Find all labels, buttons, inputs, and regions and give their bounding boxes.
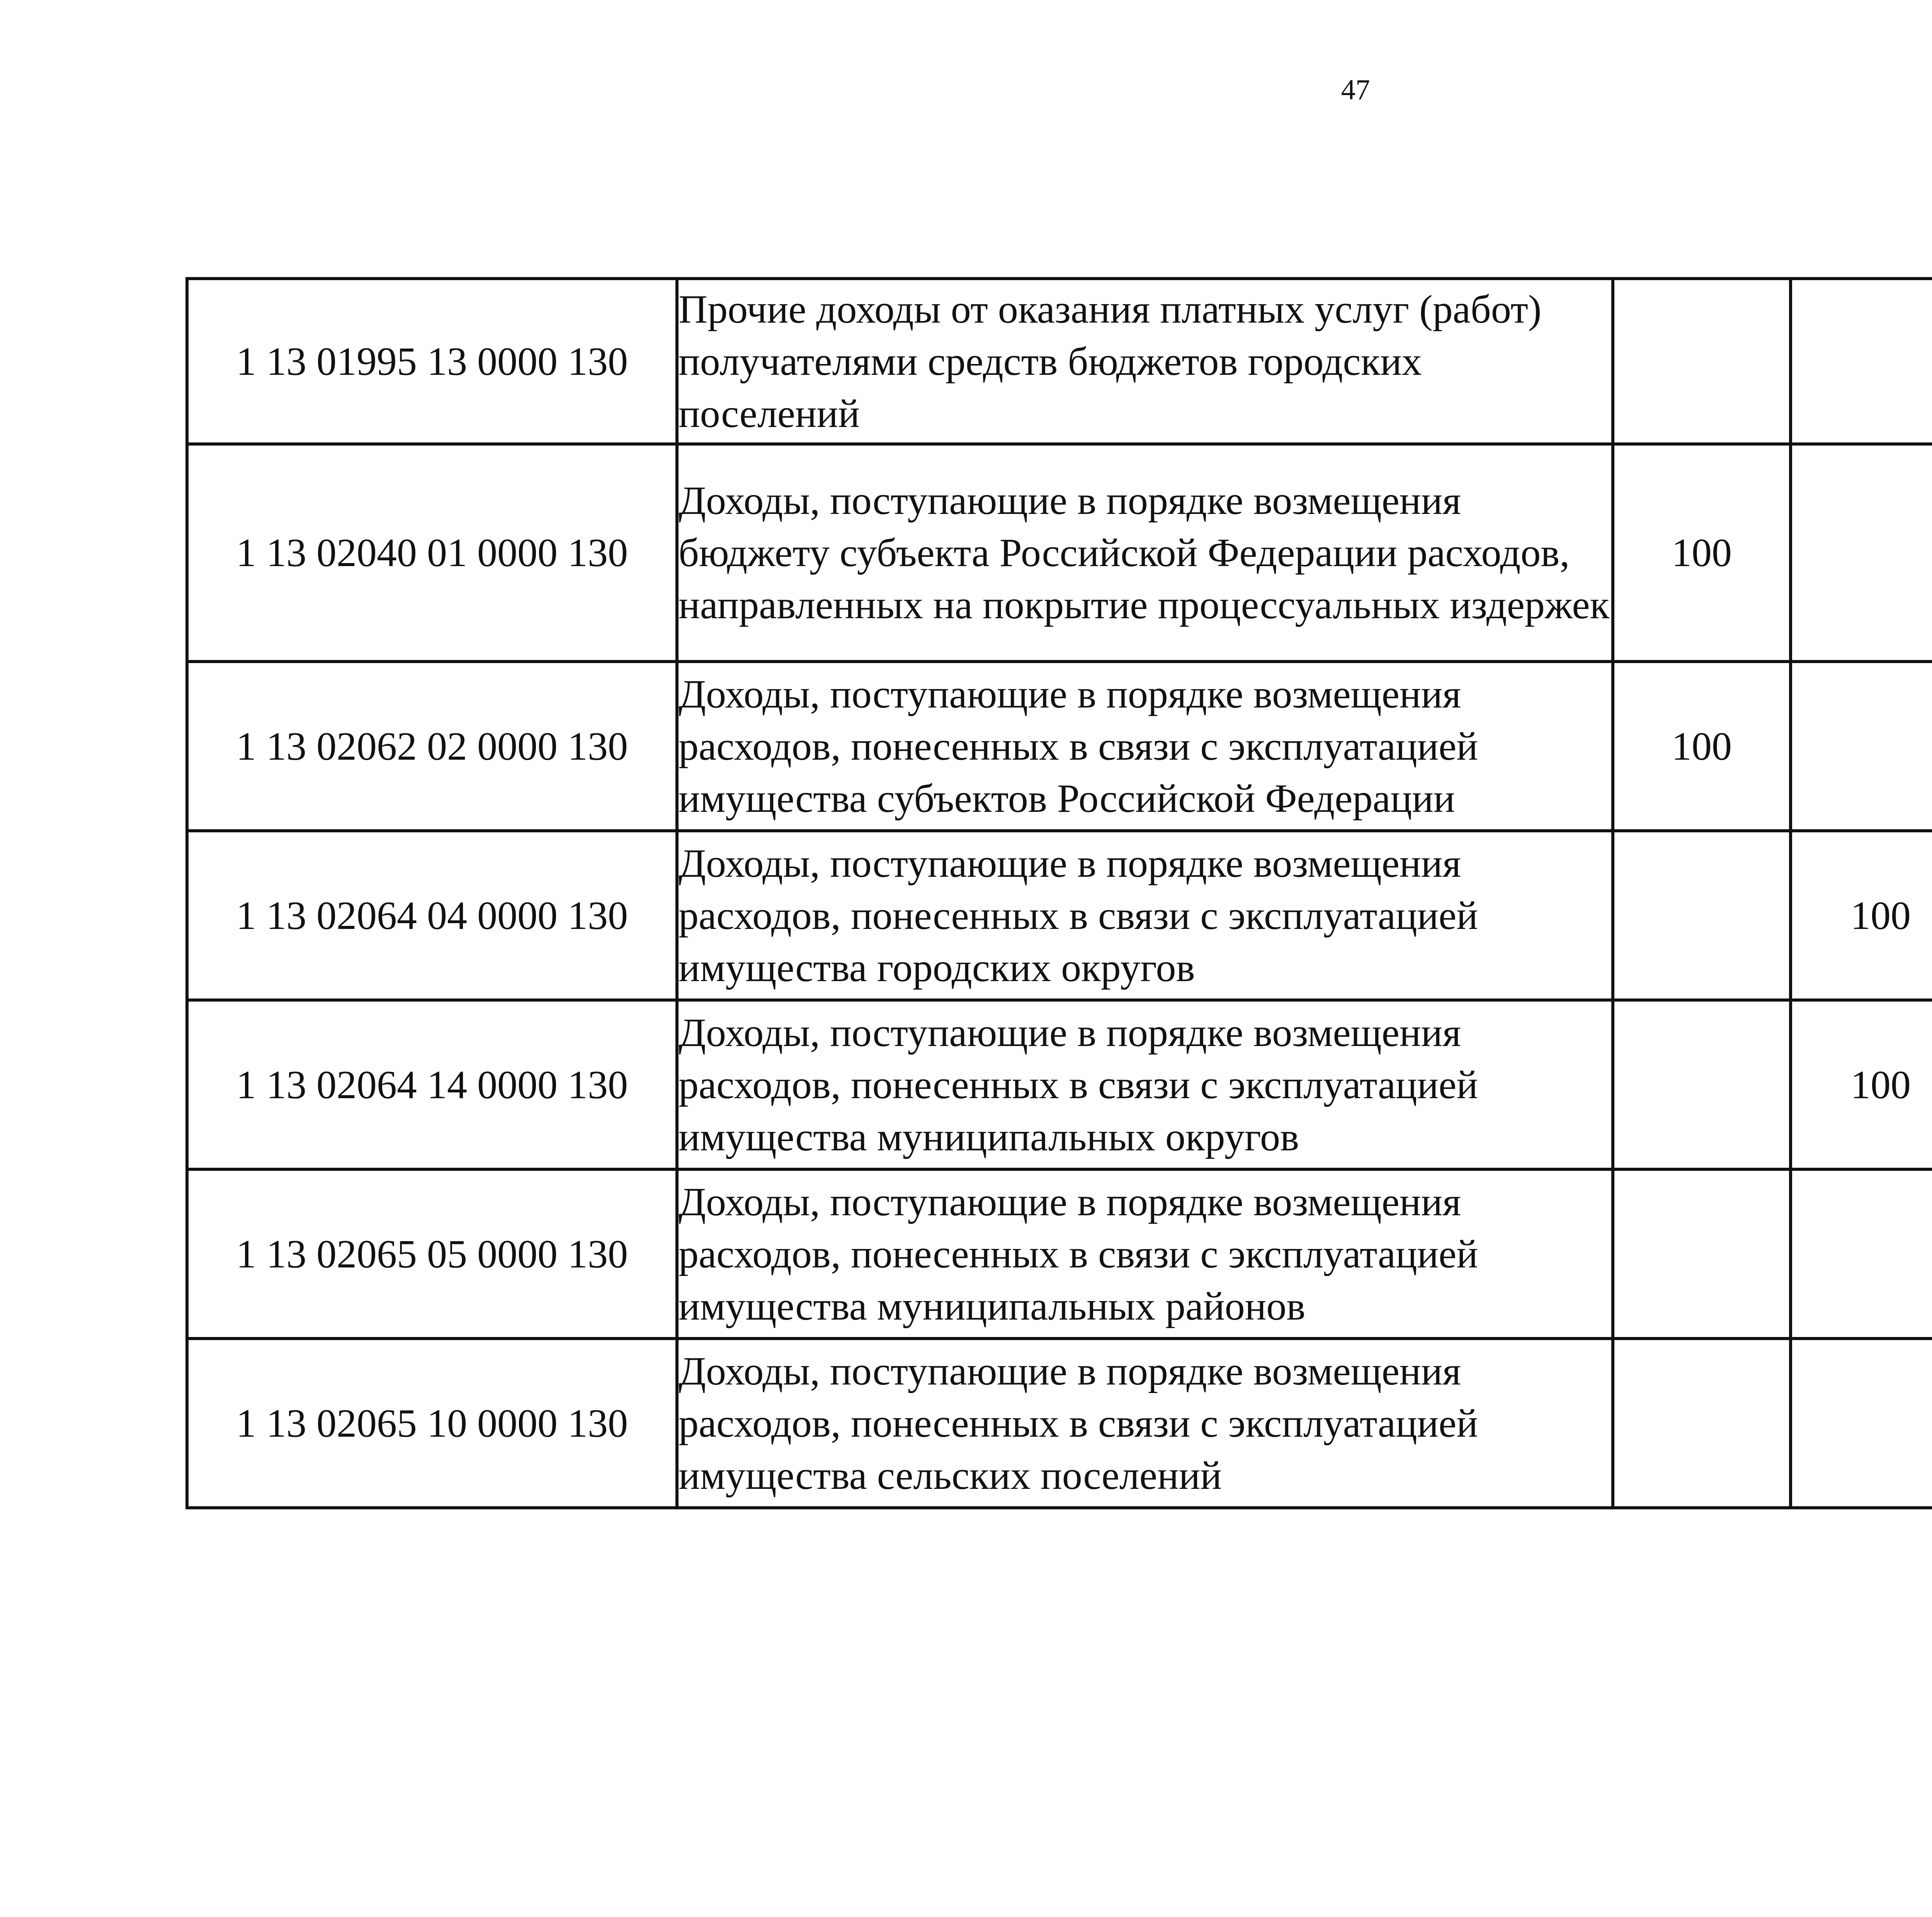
income-description: Прочие доходы от оказания платных услуг (работ) получателями средств бюджетов городских поселений xyxy=(677,279,1613,444)
budget-classification-code: 1 13 02065 10 0000 130 xyxy=(187,1339,677,1508)
income-description: Доходы, поступающие в порядке возмещения расходов, понесенных в связи с эксплуатацией имущества городских округов xyxy=(677,831,1613,1000)
income-norms-table xyxy=(185,277,1932,1509)
value-cell-2: 100 xyxy=(1791,1000,1932,1169)
value-cell-1: 100 xyxy=(1613,662,1791,831)
budget-classification-code: 1 13 01995 13 0000 130 xyxy=(187,279,677,444)
table-row xyxy=(187,444,1932,662)
table-row xyxy=(187,1169,1932,1339)
value-cell-2: 100 xyxy=(1791,831,1932,1000)
value-cell-2 xyxy=(1791,1169,1932,1339)
value-cell-2 xyxy=(1791,444,1932,662)
budget-classification-code: 1 13 02064 04 0000 130 xyxy=(187,831,677,1000)
table-row xyxy=(187,831,1932,1000)
budget-classification-code: 1 13 02062 02 0000 130 xyxy=(187,662,677,831)
value-cell-2 xyxy=(1791,662,1932,831)
table-row xyxy=(187,279,1932,444)
value-cell-1 xyxy=(1613,1339,1791,1508)
value-cell-1 xyxy=(1613,831,1791,1000)
budget-classification-code: 1 13 02064 14 0000 130 xyxy=(187,1000,677,1169)
income-description: Доходы, поступающие в порядке возмещения расходов, понесенных в связи с эксплуатацией имущества субъектов Российской Федерации xyxy=(677,662,1613,831)
budget-classification-code: 1 13 02065 05 0000 130 xyxy=(187,1169,677,1339)
value-cell-2 xyxy=(1791,1339,1932,1508)
value-cell-1: 100 xyxy=(1613,444,1791,662)
table-row xyxy=(187,662,1932,831)
table-row xyxy=(187,1339,1932,1508)
value-cell-1 xyxy=(1613,1000,1791,1169)
income-description: Доходы, поступающие в порядке возмещения бюджету субъекта Российской Федерации расходов, направленных на покрытие процессуальных издержек xyxy=(677,444,1613,662)
value-cell-2 xyxy=(1791,279,1932,444)
budget-classification-code: 1 13 02040 01 0000 130 xyxy=(187,444,677,662)
value-cell-1 xyxy=(1613,279,1791,444)
value-cell-1 xyxy=(1613,1169,1791,1339)
page-number: 47 xyxy=(1341,74,1370,106)
income-description: Доходы, поступающие в порядке возмещения расходов, понесенных в связи с эксплуатацией имущества муниципальных округов xyxy=(677,1000,1613,1169)
income-description: Доходы, поступающие в порядке возмещения расходов, понесенных в связи с эксплуатацией имущества муниципальных районов xyxy=(677,1169,1613,1339)
table-row xyxy=(187,1000,1932,1169)
income-description: Доходы, поступающие в порядке возмещения расходов, понесенных в связи с эксплуатацией имущества сельских поселений xyxy=(677,1339,1613,1508)
